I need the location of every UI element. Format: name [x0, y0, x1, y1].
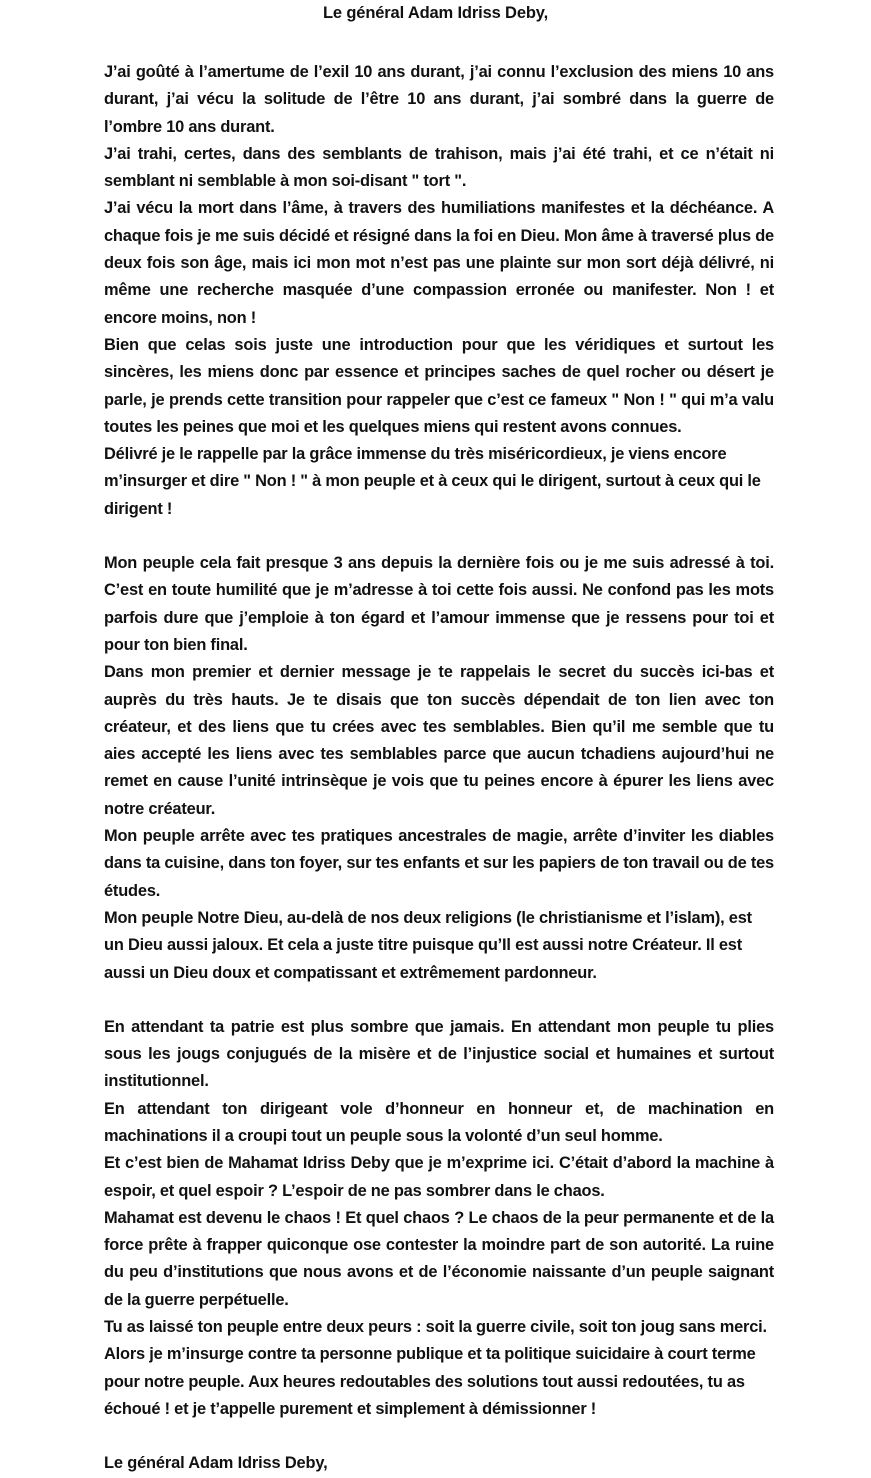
text-block-1 [104, 59, 774, 523]
paragraph: J’ai vécu la mort dans l’âme, à travers des humiliations manifestes et la déchéance. A chaque fois je me suis décidé et résigné dans la foi en Dieu. Mon âme à traversé plus de deux fois son âge, mais ici mon mot n’est pas une plainte sur mon sort déjà délivré, ni même une recherche masquée d’une compassion erronée ou manifester. Non ! et encore moins, non ! [104, 199, 774, 327]
paragraph: Dans mon premier et dernier message je te rappelais le secret du succès ici-bas et auprès du très hauts. Je te disais que ton succès dépendait de ton lien avec ton créateur, et des liens que tu crées avec tes semblables. Bien qu’il me semble que tu aies accepté les liens avec tes semblables parce que aucun tchadiens aujourd’hui ne remet en cause l’unité intrinsèque je vois que tu peines encore à épurer les liens avec notre créateur. [104, 663, 774, 818]
paragraph: J’ai goûté à l’amertume de l’exil 10 ans durant, j’ai connu l’exclusion des miens 10 ans durant, j’ai vécu la solitude de l’être 10 ans durant, j’ai sombré dans la guerre de l’ombre 10 ans durant. [104, 63, 774, 136]
paragraph: J’ai trahi, certes, dans des semblants de trahison, mais j’ai été trahi, et ce n’était ni semblant ni semblable à mon soi-disant " tort ". [104, 144, 774, 191]
paragraph: Délivré je le rappelle par la grâce immense du très miséricordieux, je viens encore m’insurger et dire " Non ! " à mon peuple et à ceux qui le dirigent, surtout à ceux qui le dirigent ! [104, 445, 761, 518]
paragraph: Alors je m’insurge contre ta personne publique et ta politique suicidaire à court terme pour notre peuple. Aux heures redoutables des solutions tout aussi redoutées, tu as échoué ! et je t’appelle purement et simplement à démissionner ! [104, 1345, 756, 1418]
text-block-3 [104, 1014, 774, 1423]
signature-line: Le général Adam Idriss Deby, [104, 1454, 328, 1473]
paragraph: En attendant ton dirigeant vole d’honneur en honneur et, de machination en machinations il a croupi tout un peuple sous la volonté d’un seul homme. [104, 1099, 774, 1145]
block-separator [104, 523, 774, 550]
paragraph: Mon peuple cela fait presque 3 ans depuis la dernière fois ou je me suis adressé à toi. C’est en toute humilité que je m’adresse à toi cette fois aussi. Ne confond pas les mots parfois dure que j’emploie à ton égard et l’amour immense que je ressens pour toi et pour ton bien final. [104, 554, 774, 654]
paragraph: Et c’est bien de Mahamat Idriss Deby que je m’exprime ici. C’était d’abord la machine à espoir, et quel espoir ? L’espoir de ne pas sombrer dans le chaos. [104, 1154, 774, 1200]
paragraph: Bien que celas sois juste une introduction pour que les véridiques et surtout les sincères, les miens donc par essence et principes saches de quel rocher ou désert je parle, je prends cette transition pour rappeler que c’est ce fameux " Non ! " qui m’a valu toutes les peines que moi et les quelques miens qui restent avons connues. [104, 335, 774, 436]
block-separator [104, 1423, 774, 1450]
paragraph: Mahamat est devenu le chaos ! Et quel chaos ? Le chaos de la peur permanente et de la force prête à frapper quiconque ose contester la moindre part de son autorité. La ruine du peu d’institutions que nous avons et de l’économie naissante d’un peuple saignant de la guerre perpétuelle. [104, 1208, 774, 1309]
document-body [104, 59, 774, 1478]
paragraph: Tu as laissé ton peuple entre deux peurs : soit la guerre civile, soit ton joug sans merci. [104, 1318, 767, 1337]
block-separator [104, 987, 774, 1014]
text-block-2 [104, 550, 774, 987]
paragraph: Mon peuple arrête avec tes pratiques ancestrales de magie, arrête d’inviter les diables dans ta cuisine, dans ton foyer, sur tes enfants et sur les papiers de ton travail ou de tes études. [104, 827, 774, 900]
paragraph: Mon peuple Notre Dieu, au-delà de nos deux religions (le christianisme et l’islam), est un Dieu aussi jaloux. Et cela a juste titre puisque qu’Il est aussi notre Créateur. Il est aussi un Dieu doux et compatissant et extrêmement pardonneur. [104, 908, 752, 982]
paragraph: En attendant ta patrie est plus sombre que jamais. En attendant mon peuple tu plies sous les jougs conjugués de la misère et de l’injustice social et humaines et surtout institutionnel. [104, 1017, 774, 1091]
page-title: Le général Adam Idriss Deby, [322, 4, 549, 22]
